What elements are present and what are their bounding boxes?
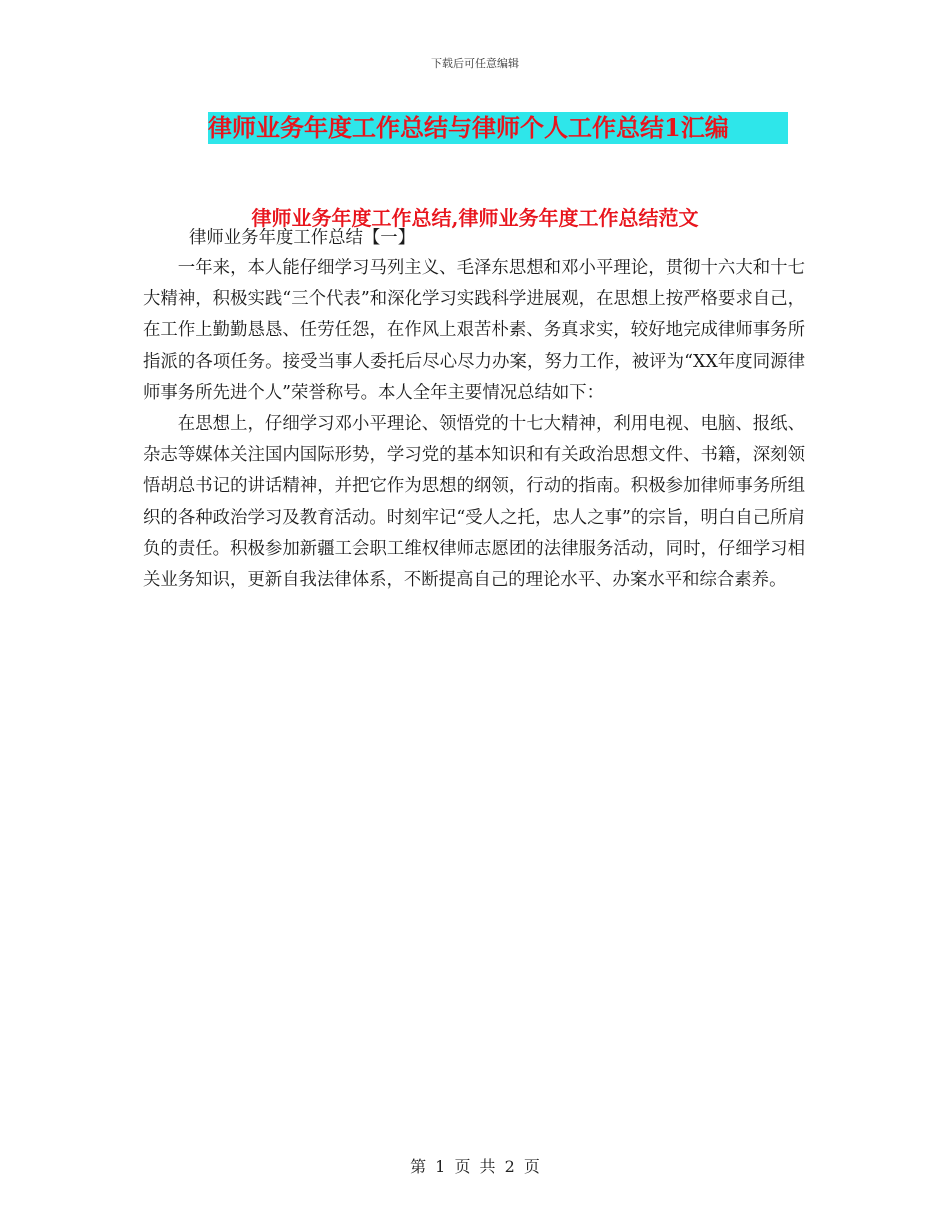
page-footer: 第 1 页 共 2 页 <box>410 1157 540 1176</box>
main-title-highlight <box>208 112 788 144</box>
main-title: 律师业务年度工作总结与律师个人工作总结1汇编 <box>208 113 729 142</box>
header-note: 下载后可任意编辑 <box>431 57 519 70</box>
subtitle: 律师业务年度工作总结,律师业务年度工作总结范文 <box>251 206 699 230</box>
section-heading: 律师业务年度工作总结【一】 <box>189 228 416 248</box>
paragraph-1: 一年来，本人能仔细学习马列主义、毛泽东思想和邓小平理论，贯彻十六大和十七大精神，积极实践“三个代表”和深化学习实践科学进展观，在思想上按严格要求自己，在工作上勤勤恳恳、任劳任怨，在作风上艰苦朴素、务真求实，较好地完成律师事务所指派的各项任务。接受当事人委托后尽心尽力办案，努力工作，被评为“XX年度同源律师事务所先进个人”荣誉称号。本人全年主要情况总结如下： <box>143 258 805 403</box>
paragraph-2: 在思想上，仔细学习邓小平理论、领悟党的十七大精神，利用电视、电脑、报纸、杂志等媒体关注国内国际形势，学习党的基本知识和有关政治思想文件、书籍，深刻领悟胡总书记的讲话精神，并把它作为思想的纲领，行动的指南。积极参加律师事务所组织的各种政治学习及教育活动。时刻牢记“受人之托，忠人之事”的宗旨，明白自己所肩负的责任。积极参加新疆工会职工维权律师志愿团的法律服务活动，同时，仔细学习相关业务知识，更新自我法律体系，不断提高自己的理论水平、办案水平和综合素养。 <box>143 414 805 591</box>
body-text <box>143 224 805 596</box>
